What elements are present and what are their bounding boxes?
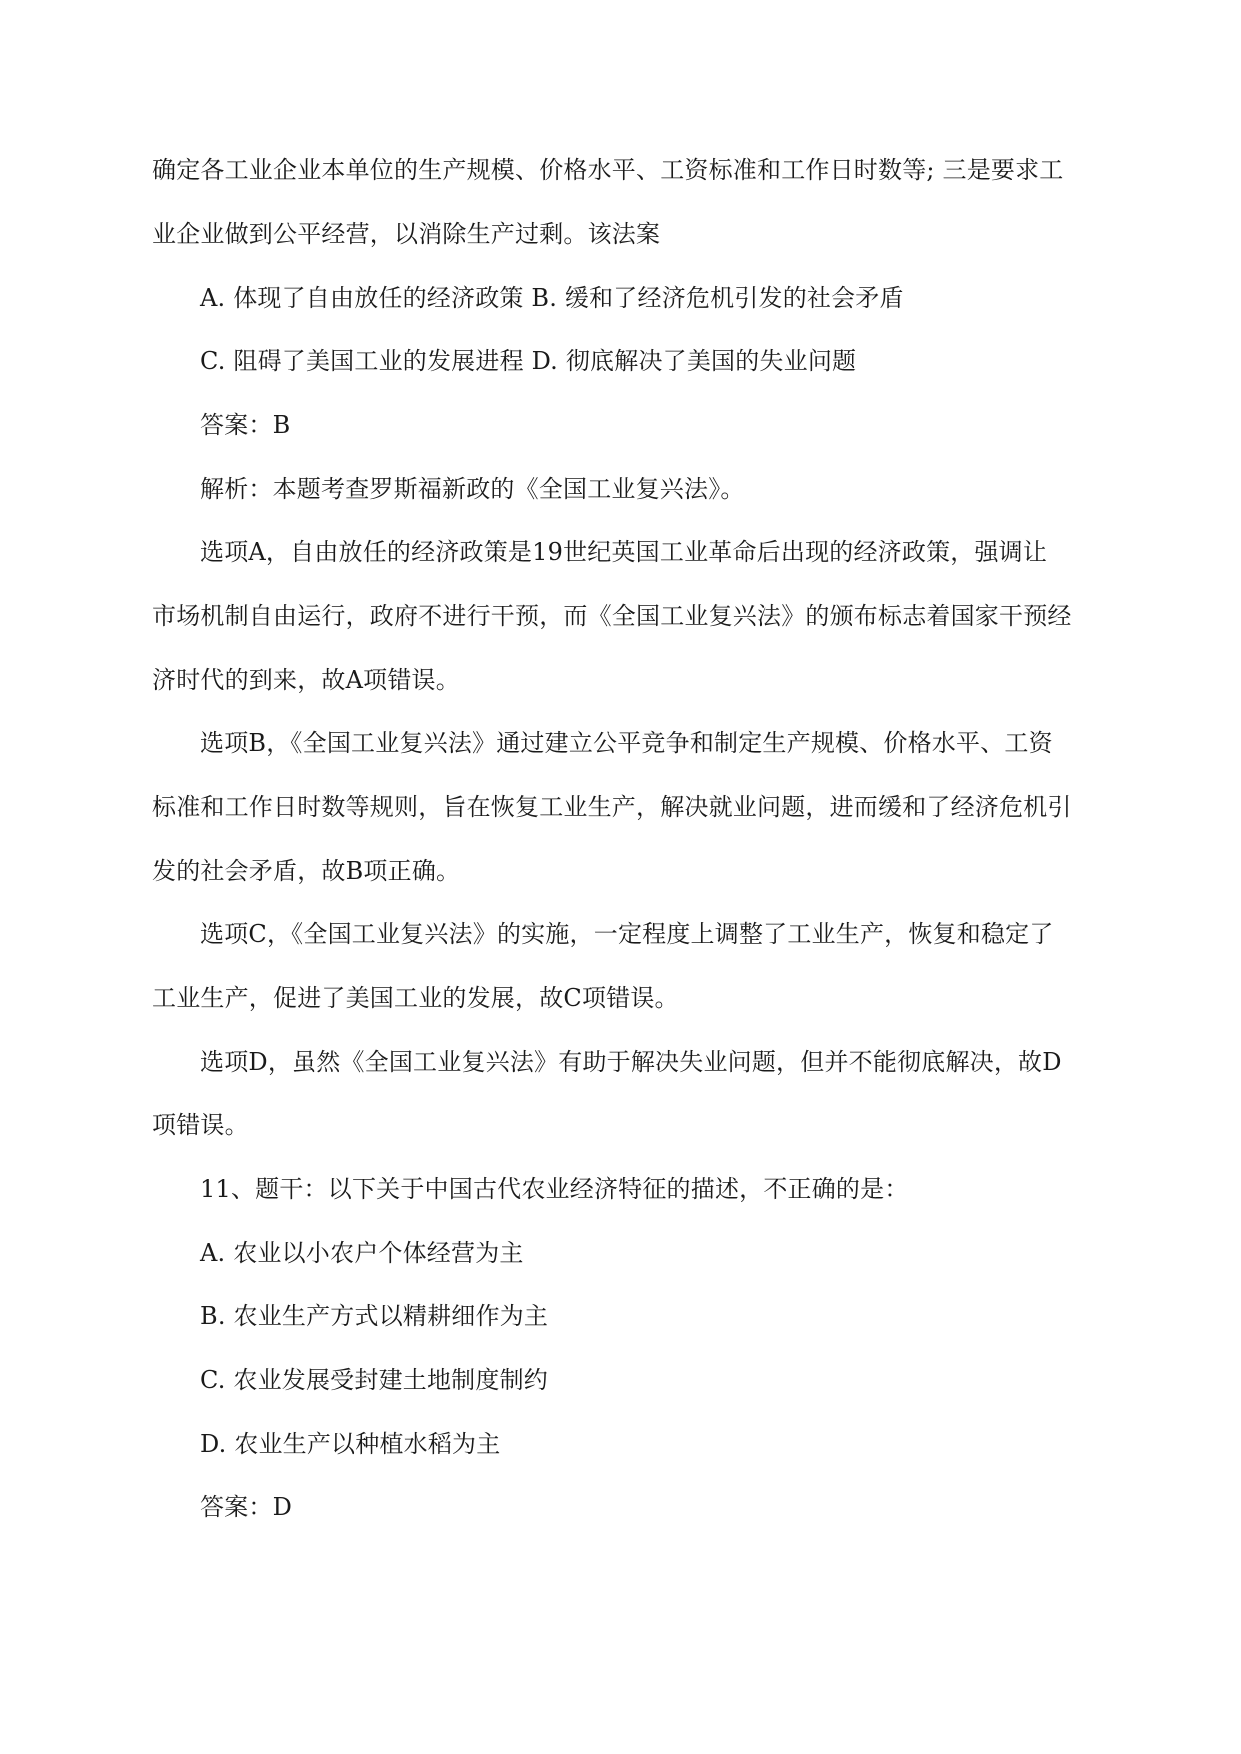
analysis-line: 解析：本题考查罗斯福新政的《全国工业复兴法》。: [200, 475, 745, 503]
question-11-option-c: C. 农业发展受封建土地制度制约: [200, 1366, 548, 1394]
question-11-option-d: D. 农业生产以种植水稻为主: [200, 1430, 501, 1458]
text-line-2: 业企业做到公平经营，以消除生产过剩。该法案: [152, 220, 661, 248]
option-b-analysis-1: 选项B，《全国工业复兴法》通过建立公平竞争和制定生产规模、价格水平、工资: [200, 729, 1053, 757]
option-a-analysis-1: 选项A，自由放任的经济政策是19世纪英国工业革命后出现的经济政策，强调让: [200, 538, 1048, 566]
option-d-analysis-2: 项错误。: [152, 1111, 249, 1139]
option-d-analysis-1: 选项D，虽然《全国工业复兴法》有助于解决失业问题，但并不能彻底解决，故D: [200, 1048, 1062, 1076]
option-line-cd: C. 阻碍了美国工业的发展进程 D. 彻底解决了美国的失业问题: [200, 347, 857, 375]
option-b-analysis-3: 发的社会矛盾，故B项正确。: [152, 857, 461, 885]
option-a-analysis-2: 市场机制自由运行，政府不进行干预，而《全国工业复兴法》的颁布标志着国家干预经: [152, 602, 1072, 630]
question-11-option-b: B. 农业生产方式以精耕细作为主: [200, 1302, 549, 1330]
option-c-analysis-1: 选项C，《全国工业复兴法》的实施，一定程度上调整了工业生产，恢复和稳定了: [200, 920, 1054, 948]
question-11-option-a: A. 农业以小农户个体经营为主: [200, 1239, 524, 1267]
answer-line-2: 答案：D: [200, 1493, 293, 1521]
answer-line-1: 答案：B: [200, 411, 291, 439]
question-11-stem: 11、题干：以下关于中国古代农业经济特征的描述，不正确的是：: [200, 1175, 909, 1203]
option-a-analysis-3: 济时代的到来，故A项错误。: [152, 666, 460, 694]
option-b-analysis-2: 标准和工作日时数等规则，旨在恢复工业生产，解决就业问题，进而缓和了经济危机引: [152, 793, 1072, 821]
option-line-ab: A. 体现了自由放任的经济政策 B. 缓和了经济危机引发的社会矛盾: [200, 284, 904, 312]
text-line-1: 确定各工业企业本单位的生产规模、价格水平、工资标准和工作日时数等; 三是要求工: [152, 156, 1064, 184]
option-c-analysis-2: 工业生产，促进了美国工业的发展，故C项错误。: [152, 984, 679, 1012]
